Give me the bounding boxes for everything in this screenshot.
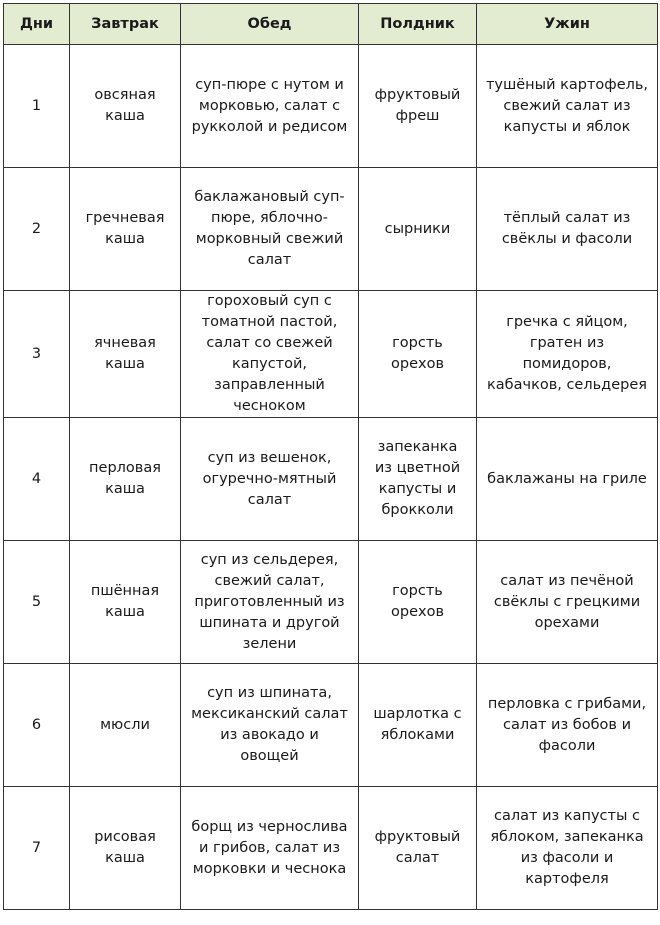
breakfast-cell: перловая каша xyxy=(70,418,181,541)
day-cell: 1 xyxy=(4,45,70,168)
breakfast-cell: мюсли xyxy=(70,664,181,787)
meal-plan-table xyxy=(3,3,658,910)
snack-cell: фруктовый фреш xyxy=(359,45,477,168)
breakfast-cell: рисовая каша xyxy=(70,787,181,910)
lunch-cell: суп из сельдерея, свежий салат, приготовленный из шпината и другой зелени xyxy=(181,541,359,664)
snack-cell: запеканка из цветной капусты и брокколи xyxy=(359,418,477,541)
dinner-cell: салат из печёной свёклы с грецкими орехами xyxy=(477,541,658,664)
header-dinner: Ужин xyxy=(477,4,658,45)
breakfast-cell: овсяная каша xyxy=(70,45,181,168)
lunch-cell: борщ из чернослива и грибов, салат из морковки и чеснока xyxy=(181,787,359,910)
snack-cell: горсть орехов xyxy=(359,291,477,418)
dinner-cell: гречка с яйцом, гратен из помидоров, кабачков, сельдерея xyxy=(477,291,658,418)
day-cell: 5 xyxy=(4,541,70,664)
dinner-cell: тушёный картофель, свежий салат из капусты и яблок xyxy=(477,45,658,168)
snack-cell: сырники xyxy=(359,168,477,291)
snack-cell: шарлотка с яблоками xyxy=(359,664,477,787)
snack-cell: фруктовый салат xyxy=(359,787,477,910)
snack-cell: горсть орехов xyxy=(359,541,477,664)
breakfast-cell: ячневая каша xyxy=(70,291,181,418)
dinner-cell: салат из капусты с яблоком, запеканка из фасоли и картофеля xyxy=(477,787,658,910)
dinner-cell: перловка с грибами, салат из бобов и фасоли xyxy=(477,664,658,787)
breakfast-cell: пшённая каша xyxy=(70,541,181,664)
day-cell: 4 xyxy=(4,418,70,541)
day-cell: 3 xyxy=(4,291,70,418)
table-row xyxy=(4,418,658,541)
table-row xyxy=(4,291,658,418)
header-breakfast: Завтрак xyxy=(70,4,181,45)
breakfast-cell: гречневая каша xyxy=(70,168,181,291)
table-row xyxy=(4,541,658,664)
lunch-cell: суп из вешенок, огуречно-мятный салат xyxy=(181,418,359,541)
table-row xyxy=(4,45,658,168)
day-cell: 2 xyxy=(4,168,70,291)
day-cell: 6 xyxy=(4,664,70,787)
lunch-cell: суп из шпината, мексиканский салат из авокадо и овощей xyxy=(181,664,359,787)
table-header-row xyxy=(4,4,658,45)
table-row xyxy=(4,168,658,291)
day-cell: 7 xyxy=(4,787,70,910)
header-lunch: Обед xyxy=(181,4,359,45)
dinner-cell: баклажаны на гриле xyxy=(477,418,658,541)
dinner-cell: тёплый салат из свёклы и фасоли xyxy=(477,168,658,291)
header-snack: Полдник xyxy=(359,4,477,45)
table-row xyxy=(4,787,658,910)
header-day: Дни xyxy=(4,4,70,45)
lunch-cell: гороховый суп с томатной пастой, салат со свежей капустой, заправленный чесноком xyxy=(181,291,359,418)
table-row xyxy=(4,664,658,787)
lunch-cell: суп-пюре с нутом и морковью, салат с рукколой и редисом xyxy=(181,45,359,168)
lunch-cell: баклажановый суп-пюре, яблочно-морковный свежий салат xyxy=(181,168,359,291)
